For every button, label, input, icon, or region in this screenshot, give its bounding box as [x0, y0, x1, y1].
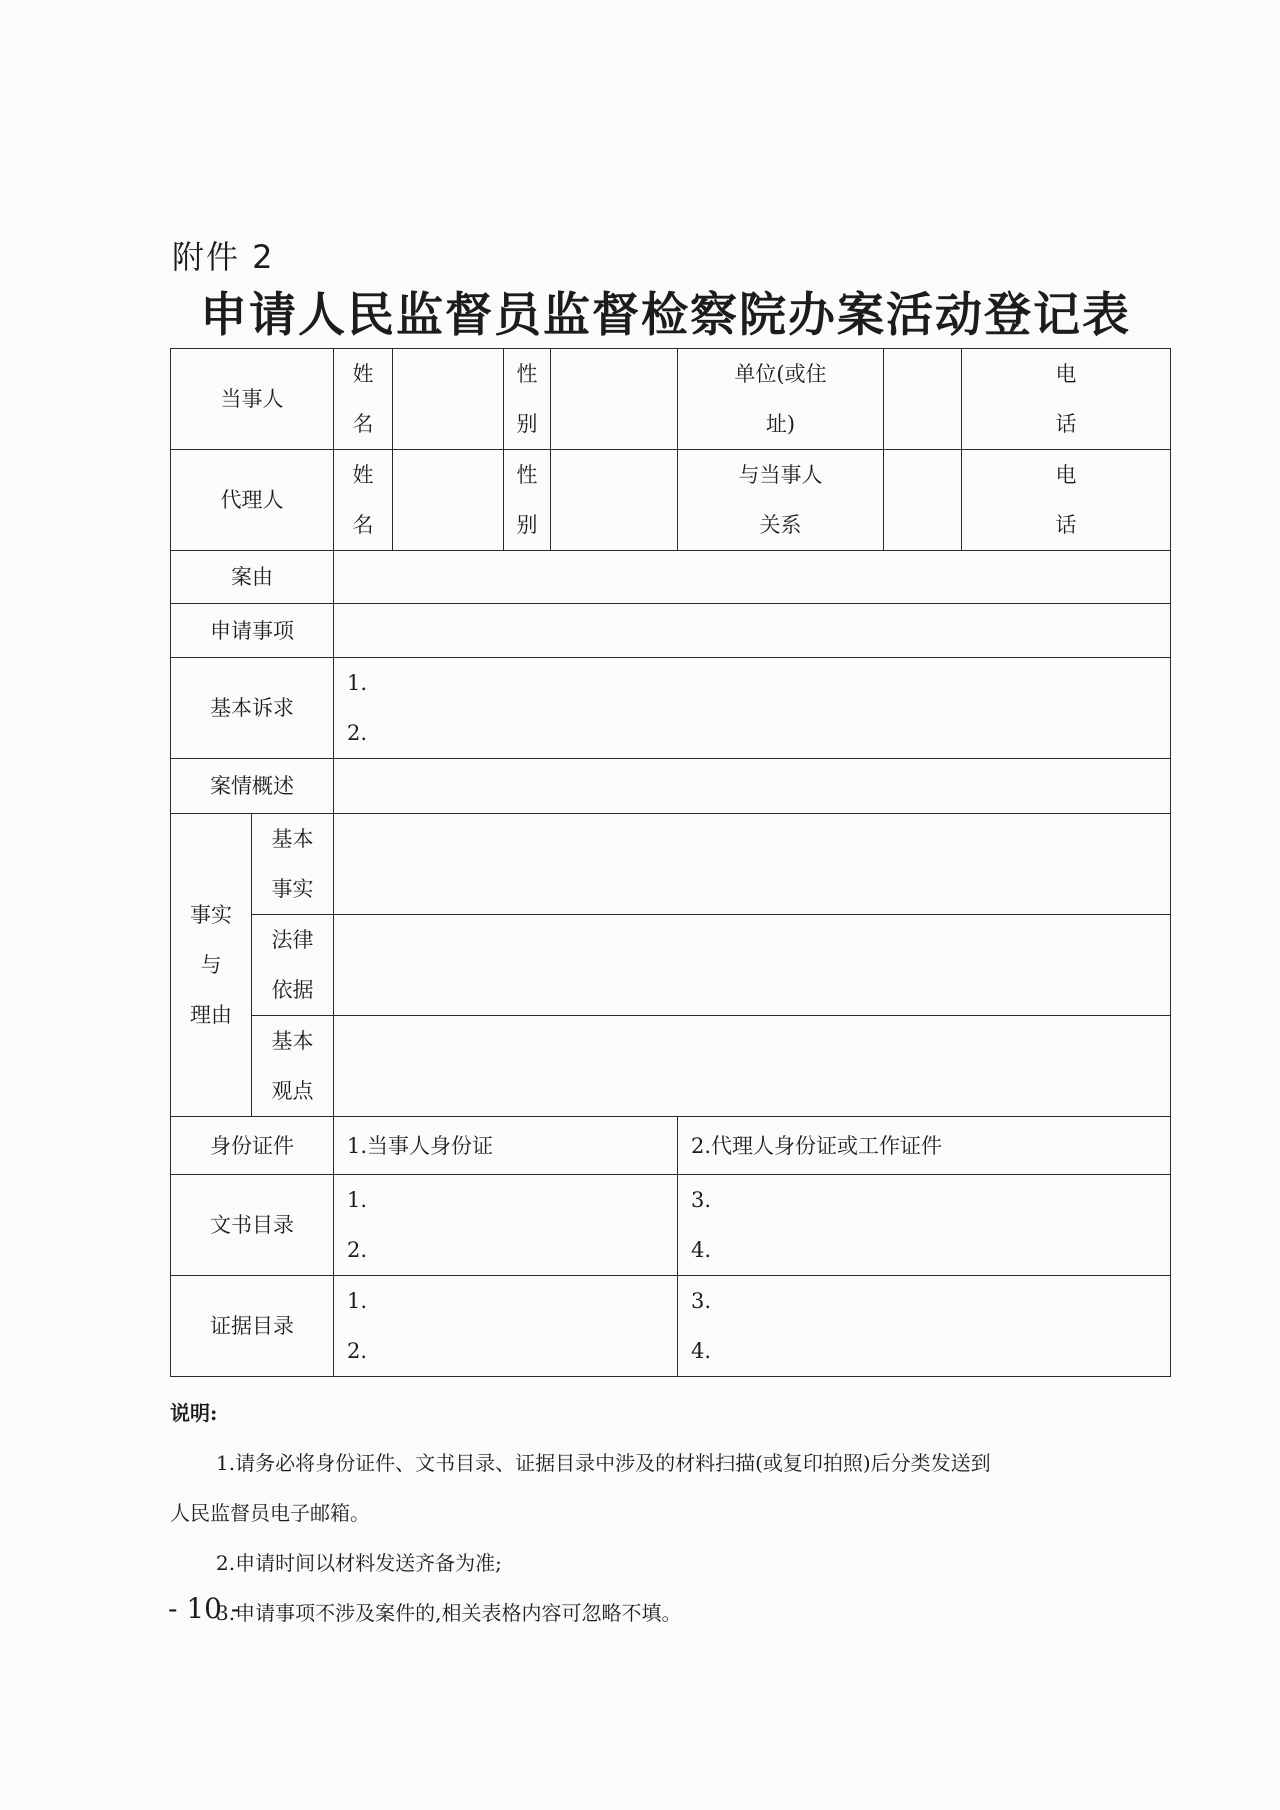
list-item: 2. — [347, 1339, 368, 1363]
claim-item: 1. — [347, 671, 368, 695]
case-summary-row — [171, 759, 1171, 814]
application-items-label: 申请事项 — [171, 604, 334, 658]
party-name-label: 姓 名 — [334, 349, 393, 450]
basic-claims-label: 基本诉求 — [171, 658, 334, 759]
page-number: - 10 - — [168, 1592, 241, 1625]
evidence-list-left[interactable] — [334, 1276, 678, 1377]
claim-item: 2. — [347, 721, 368, 745]
document-list-left[interactable] — [334, 1175, 678, 1276]
list-item: 3. — [691, 1188, 712, 1212]
list-item: 1. — [347, 1188, 368, 1212]
list-item: 4. — [691, 1339, 712, 1363]
application-items-row — [171, 604, 1171, 658]
case-summary-field[interactable] — [334, 759, 1171, 814]
id-documents-label: 身份证件 — [171, 1117, 334, 1175]
id-documents-item2[interactable]: 2.代理人身份证或工作证件 — [678, 1117, 1171, 1175]
list-item: 2. — [347, 1238, 368, 1262]
case-reason-field[interactable] — [334, 551, 1171, 604]
agent-relation-label: 与当事人 关系 — [678, 450, 884, 551]
note-item-1-continued: 人民监督员电子邮箱。 — [170, 1501, 370, 1525]
note-item-3: 3.申请事项不涉及案件的,相关表格内容可忽略不填。 — [216, 1601, 682, 1625]
party-name-field[interactable] — [393, 349, 504, 450]
case-reason-row — [171, 551, 1171, 604]
case-reason-label: 案由 — [171, 551, 334, 604]
agent-name-label: 姓 名 — [334, 450, 393, 551]
basic-claims-field[interactable] — [334, 658, 1171, 759]
list-item: 1. — [347, 1289, 368, 1313]
agent-gender-label: 性 别 — [504, 450, 551, 551]
document-list-row — [171, 1175, 1171, 1276]
evidence-list-right[interactable] — [678, 1276, 1171, 1377]
party-gender-label: 性 别 — [504, 349, 551, 450]
basic-facts-field[interactable] — [334, 814, 1171, 915]
facts-and-reasons-label: 事实 与 理由 — [171, 814, 252, 1117]
party-label: 当事人 — [171, 349, 334, 450]
registration-form — [170, 348, 1171, 1377]
basic-claims-row — [171, 658, 1171, 759]
note-item-1: 1.请务必将身份证件、文书目录、证据目录中涉及的材料扫描(或复印拍照)后分类发送到 — [216, 1451, 991, 1475]
basic-views-row — [171, 1016, 1171, 1117]
id-documents-row — [171, 1117, 1171, 1175]
notes-heading: 说明: — [170, 1401, 218, 1425]
basic-facts-row — [171, 814, 1171, 915]
id-documents-item1[interactable]: 1.当事人身份证 — [334, 1117, 678, 1175]
basic-views-label: 基本 观点 — [252, 1016, 334, 1117]
document-list-label: 文书目录 — [171, 1175, 334, 1276]
legal-basis-field[interactable] — [334, 915, 1171, 1016]
legal-basis-row — [171, 915, 1171, 1016]
list-item: 4. — [691, 1238, 712, 1262]
evidence-list-row — [171, 1276, 1171, 1377]
party-unit-label: 单位(或住 址) — [678, 349, 884, 450]
agent-name-field[interactable] — [393, 450, 504, 551]
basic-facts-label: 基本 事实 — [252, 814, 334, 915]
agent-relation-field[interactable] — [884, 450, 962, 551]
agent-row — [171, 450, 1171, 551]
basic-views-field[interactable] — [334, 1016, 1171, 1117]
case-summary-label: 案情概述 — [171, 759, 334, 814]
document-list-right[interactable] — [678, 1175, 1171, 1276]
party-gender-field[interactable] — [551, 349, 678, 450]
legal-basis-label: 法律 依据 — [252, 915, 334, 1016]
agent-phone-label: 电 话 — [962, 450, 1171, 551]
notes-section — [170, 1388, 1180, 1638]
evidence-list-label: 证据目录 — [171, 1276, 334, 1377]
agent-gender-field[interactable] — [551, 450, 678, 551]
page-title: 申请人民监督员监督检察院办案活动登记表 — [200, 288, 1131, 343]
agent-label: 代理人 — [171, 450, 334, 551]
list-item: 3. — [691, 1289, 712, 1313]
note-item-2: 2.申请时间以材料发送齐备为准; — [216, 1551, 502, 1575]
party-phone-label: 电 话 — [962, 349, 1171, 450]
party-unit-field[interactable] — [884, 349, 962, 450]
attachment-label: 附件 2 — [172, 238, 275, 276]
application-items-field[interactable] — [334, 604, 1171, 658]
party-row — [171, 349, 1171, 450]
